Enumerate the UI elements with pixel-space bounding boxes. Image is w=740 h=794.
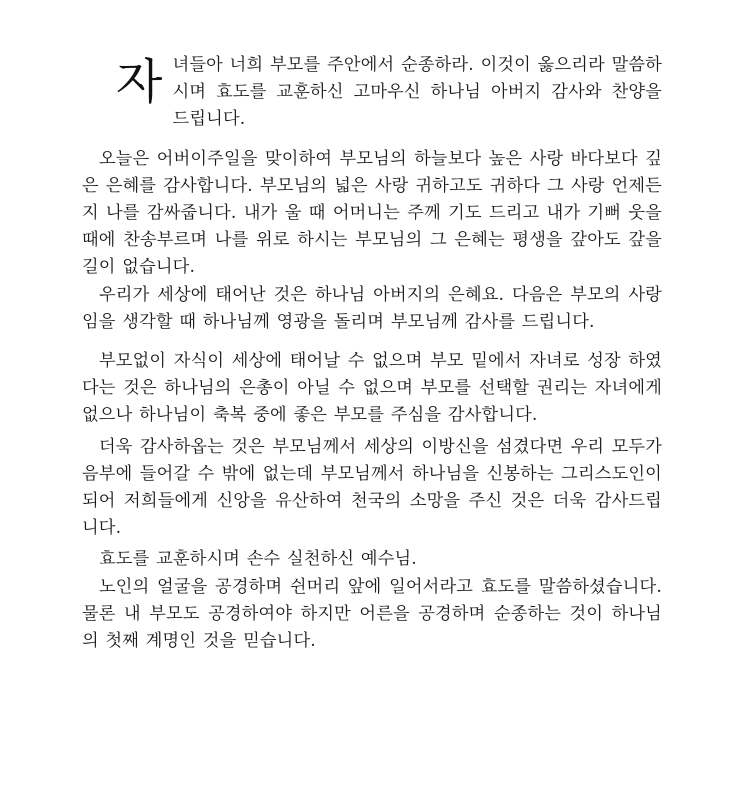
- paragraph-jesus: 효도를 교훈하시며 손수 실천하신 예수님.: [99, 549, 417, 570]
- paragraph-faith-inheritance: 더욱 감사하옵는 것은 부모님께서 세상의 이방신을 섬겼다면 우리 모두가 음부에 들어갈 수 밖에 없는데 부모님께서 하나님을 신봉하는 그리스도인이 되어 저희들에게 신앙을 유산하여 천국의 소망을 주신 것은 더욱 감사드립니다.: [82, 436, 662, 539]
- document-page: [82, 52, 662, 655]
- paragraph-parents-love: 오늘은 어버이주일을 맞이하여 부모님의 하늘보다 높은 사랑 바다보다 깊은 은혜를 감사합니다. 부모님의 넓은 사랑 귀하고도 귀하다 그 사랑 언제든지 나를 감싸줍니다. 내가 울 때 어머니는 주께 기도 드리고 내가 기뻐 웃을 때에 찬송부르며 나를 위로 하시는 부모님의 그 은혜는 평생을 갚아도 갚을 길이 없습니다.: [82, 148, 662, 278]
- paragraph-gods-grace: 우리가 세상에 태어난 것은 하나님 아버지의 은혜요. 다음은 부모의 사랑임을 생각할 때 하나님께 영광을 돌리며 부모님께 감사를 드립니다.: [82, 284, 662, 332]
- paragraph-blessing: 부모없이 자식이 세상에 태어날 수 없으며 부모 밑에서 자녀로 성장 하였다는 것은 하나님의 은총이 아닐 수 없으며 부모를 선택할 권리는 자녀에게 없으나 하나님이 축복 중에 좋은 부모를 주심을 감사합니다.: [82, 351, 662, 426]
- paragraph-opening-text: 녀들아 너희 부모를 주안에서 순종하라. 이것이 옳으리라 말씀하시며 효도를 교훈하신 고마우신 하나님 아버지 감사와 찬양을 드립니다.: [172, 55, 662, 130]
- paragraph-respect-elders: 노인의 얼굴을 공경하며 쉰머리 앞에 일어서라고 효도를 말씀하셨습니다. 물론 내 부모도 공경하여야 하지만 어른을 공경하며 순종하는 것이 하나님의 첫째 계명인 것을 믿습니다.: [82, 576, 662, 652]
- paragraph-opening: [82, 52, 662, 134]
- drop-cap: 자: [116, 54, 163, 110]
